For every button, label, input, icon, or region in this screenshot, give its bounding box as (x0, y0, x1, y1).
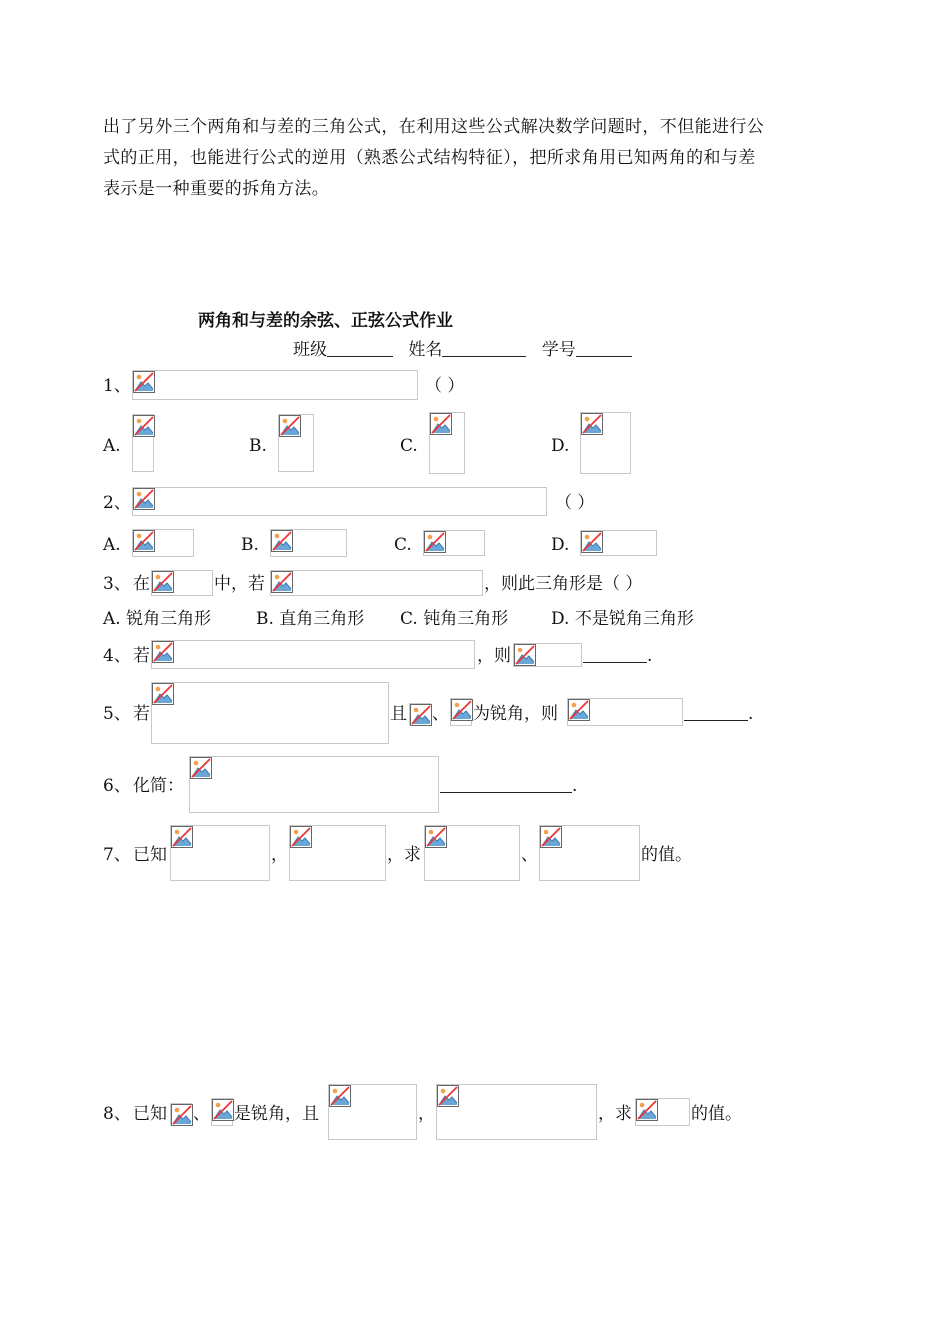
broken-image-icon (581, 413, 603, 435)
broken-image-icon (424, 531, 446, 553)
q1-option-b-label: B. (249, 436, 267, 456)
id-label: 学号 (541, 340, 576, 360)
q1-option-a-label: A. (103, 436, 121, 456)
intro-line-1: 出了另外三个两角和与差的三角公式，在利用这些公式解决数学问题时，不但能进行公 (103, 117, 765, 137)
q3-triangle-image (151, 570, 213, 596)
q7-find-1-image (424, 825, 520, 881)
q4-text-1: 若 (133, 646, 150, 666)
q5-text-1: 若 (133, 704, 150, 724)
q1-answer-paren: （ ） (425, 376, 465, 396)
q4-number: 4、 (103, 646, 131, 666)
broken-image-icon (430, 413, 452, 435)
q8-target-image (635, 1098, 690, 1126)
q8-text-4: 的值。 (691, 1104, 742, 1124)
broken-image-icon (133, 488, 155, 510)
q1-option-d-label: D. (551, 436, 570, 456)
class-blank[interactable] (327, 340, 393, 357)
broken-image-icon (279, 415, 301, 437)
q8-text-1: 已知 (133, 1104, 167, 1124)
id-blank[interactable] (576, 340, 632, 357)
q3-option-d: D. 不是锐角三角形 (551, 609, 694, 629)
q7-separator-1: ， (271, 845, 288, 865)
broken-image-icon (152, 683, 174, 705)
broken-image-icon (171, 826, 193, 848)
broken-image-icon (290, 826, 312, 848)
broken-image-icon (152, 641, 174, 663)
q4-answer-blank[interactable] (583, 646, 647, 663)
q5-text-3: 、 (432, 704, 449, 724)
broken-image-icon (437, 1085, 459, 1107)
q5-condition-image (151, 682, 389, 744)
q7-given-2-image (289, 825, 386, 881)
q7-find-2-image (539, 825, 640, 881)
q4-text-2: ，则 (477, 646, 511, 666)
q5-alpha-image (409, 703, 431, 725)
name-label: 姓名 (408, 340, 443, 360)
q7-number: 7、 (103, 845, 131, 865)
q8-text-2: 是锐角，且 (234, 1104, 319, 1124)
q2-option-a-image (132, 529, 194, 557)
q8-given-1-image (328, 1084, 417, 1140)
class-label: 班级 (293, 340, 327, 360)
q3-text-2: 中，若 (214, 574, 265, 594)
q6-expression-image (189, 756, 439, 813)
q4-end-dot: . (647, 646, 653, 666)
q6-number: 6、 (103, 776, 131, 796)
q5-beta-image (450, 698, 472, 726)
broken-image-icon (425, 826, 447, 848)
q3-option-b: B. 直角三角形 (256, 609, 365, 629)
q5-answer-line[interactable] (684, 704, 753, 724)
q5-number: 5、 (103, 704, 131, 724)
q1-option-d-image (580, 412, 631, 474)
q3-number: 3、 (103, 574, 131, 594)
q1-option-a-image (132, 414, 154, 472)
q3-text-3: ，则此三角形是（ ） (484, 574, 643, 594)
broken-image-icon (212, 1099, 234, 1121)
broken-image-icon (271, 530, 293, 552)
broken-image-icon (133, 415, 155, 437)
q2-answer-paren: （ ） (555, 493, 595, 513)
name-blank[interactable] (442, 340, 526, 357)
broken-image-icon (514, 644, 536, 666)
intro-line-2: 式的正用，也能进行公式的逆用（熟悉公式结构特征），把所求角用已知两角的和与差 (103, 148, 756, 168)
q4-condition-image (151, 640, 475, 669)
q7-given-1-image (170, 825, 270, 881)
broken-image-icon (568, 699, 590, 721)
q4-target-image (513, 643, 582, 667)
q6-end-dot: . (572, 776, 578, 796)
broken-image-icon (133, 371, 155, 393)
broken-image-icon (451, 699, 473, 721)
q1-option-c-image (429, 412, 465, 474)
q5-answer-blank[interactable] (684, 704, 748, 721)
q2-formula-image (132, 487, 547, 516)
q2-option-d-image (580, 530, 657, 556)
q2-option-c-image (423, 530, 485, 556)
q3-option-c: C. 钝角三角形 (400, 609, 509, 629)
q2-option-c-label: C. (394, 535, 412, 555)
q8-number: 8、 (103, 1104, 131, 1124)
q8-beta-image (211, 1098, 233, 1126)
q8-given-2-image (436, 1084, 597, 1140)
q3-option-a: A. 锐角三角形 (103, 609, 212, 629)
broken-image-icon (133, 530, 155, 552)
broken-image-icon (581, 531, 603, 553)
q7-text-2: ，求 (387, 845, 421, 865)
broken-image-icon (636, 1099, 658, 1121)
q8-text-3: ，求 (598, 1104, 632, 1124)
q7-text-1: 已知 (133, 845, 167, 865)
broken-image-icon (329, 1085, 351, 1107)
q6-answer-blank[interactable] (440, 776, 572, 793)
q5-text-2: 且 (390, 704, 407, 724)
q1-number: 1、 (103, 376, 131, 396)
q1-option-c-label: C. (400, 436, 418, 456)
q8-separator-2: ， (418, 1104, 435, 1124)
q2-number: 2、 (103, 493, 131, 513)
broken-image-icon (152, 571, 174, 593)
intro-paragraph (103, 112, 848, 205)
intro-line-3: 表示是一种重要的拆角方法。 (103, 179, 330, 199)
broken-image-icon (540, 826, 562, 848)
q5-text-4: 为锐角，则 (473, 704, 558, 724)
q2-option-d-label: D. (551, 535, 570, 555)
q2-option-b-label: B. (241, 535, 259, 555)
q1-formula-image (132, 370, 418, 400)
q5-target-image (567, 698, 683, 726)
broken-image-icon (190, 757, 212, 779)
student-info-line (293, 340, 632, 360)
broken-image-icon (410, 704, 432, 726)
q2-option-b-image (270, 529, 347, 557)
q1-option-b-image (278, 414, 314, 472)
q4-answer-line[interactable] (583, 646, 652, 666)
q6-answer-line[interactable] (440, 776, 577, 796)
q8-alpha-image (170, 1103, 192, 1125)
broken-image-icon (171, 1104, 193, 1126)
q2-option-a-label: A. (103, 535, 121, 555)
homework-title: 两角和与差的余弦、正弦公式作业 (198, 311, 453, 331)
q8-separator-1: 、 (193, 1104, 210, 1124)
q7-text-3: 的值。 (641, 845, 692, 865)
q3-text-1: 在 (133, 574, 150, 594)
q6-text-1: 化简： (133, 776, 184, 796)
q7-separator-2: 、 (521, 845, 538, 865)
q5-end-dot: . (748, 704, 754, 724)
broken-image-icon (271, 571, 293, 593)
q3-condition-image (270, 570, 483, 596)
